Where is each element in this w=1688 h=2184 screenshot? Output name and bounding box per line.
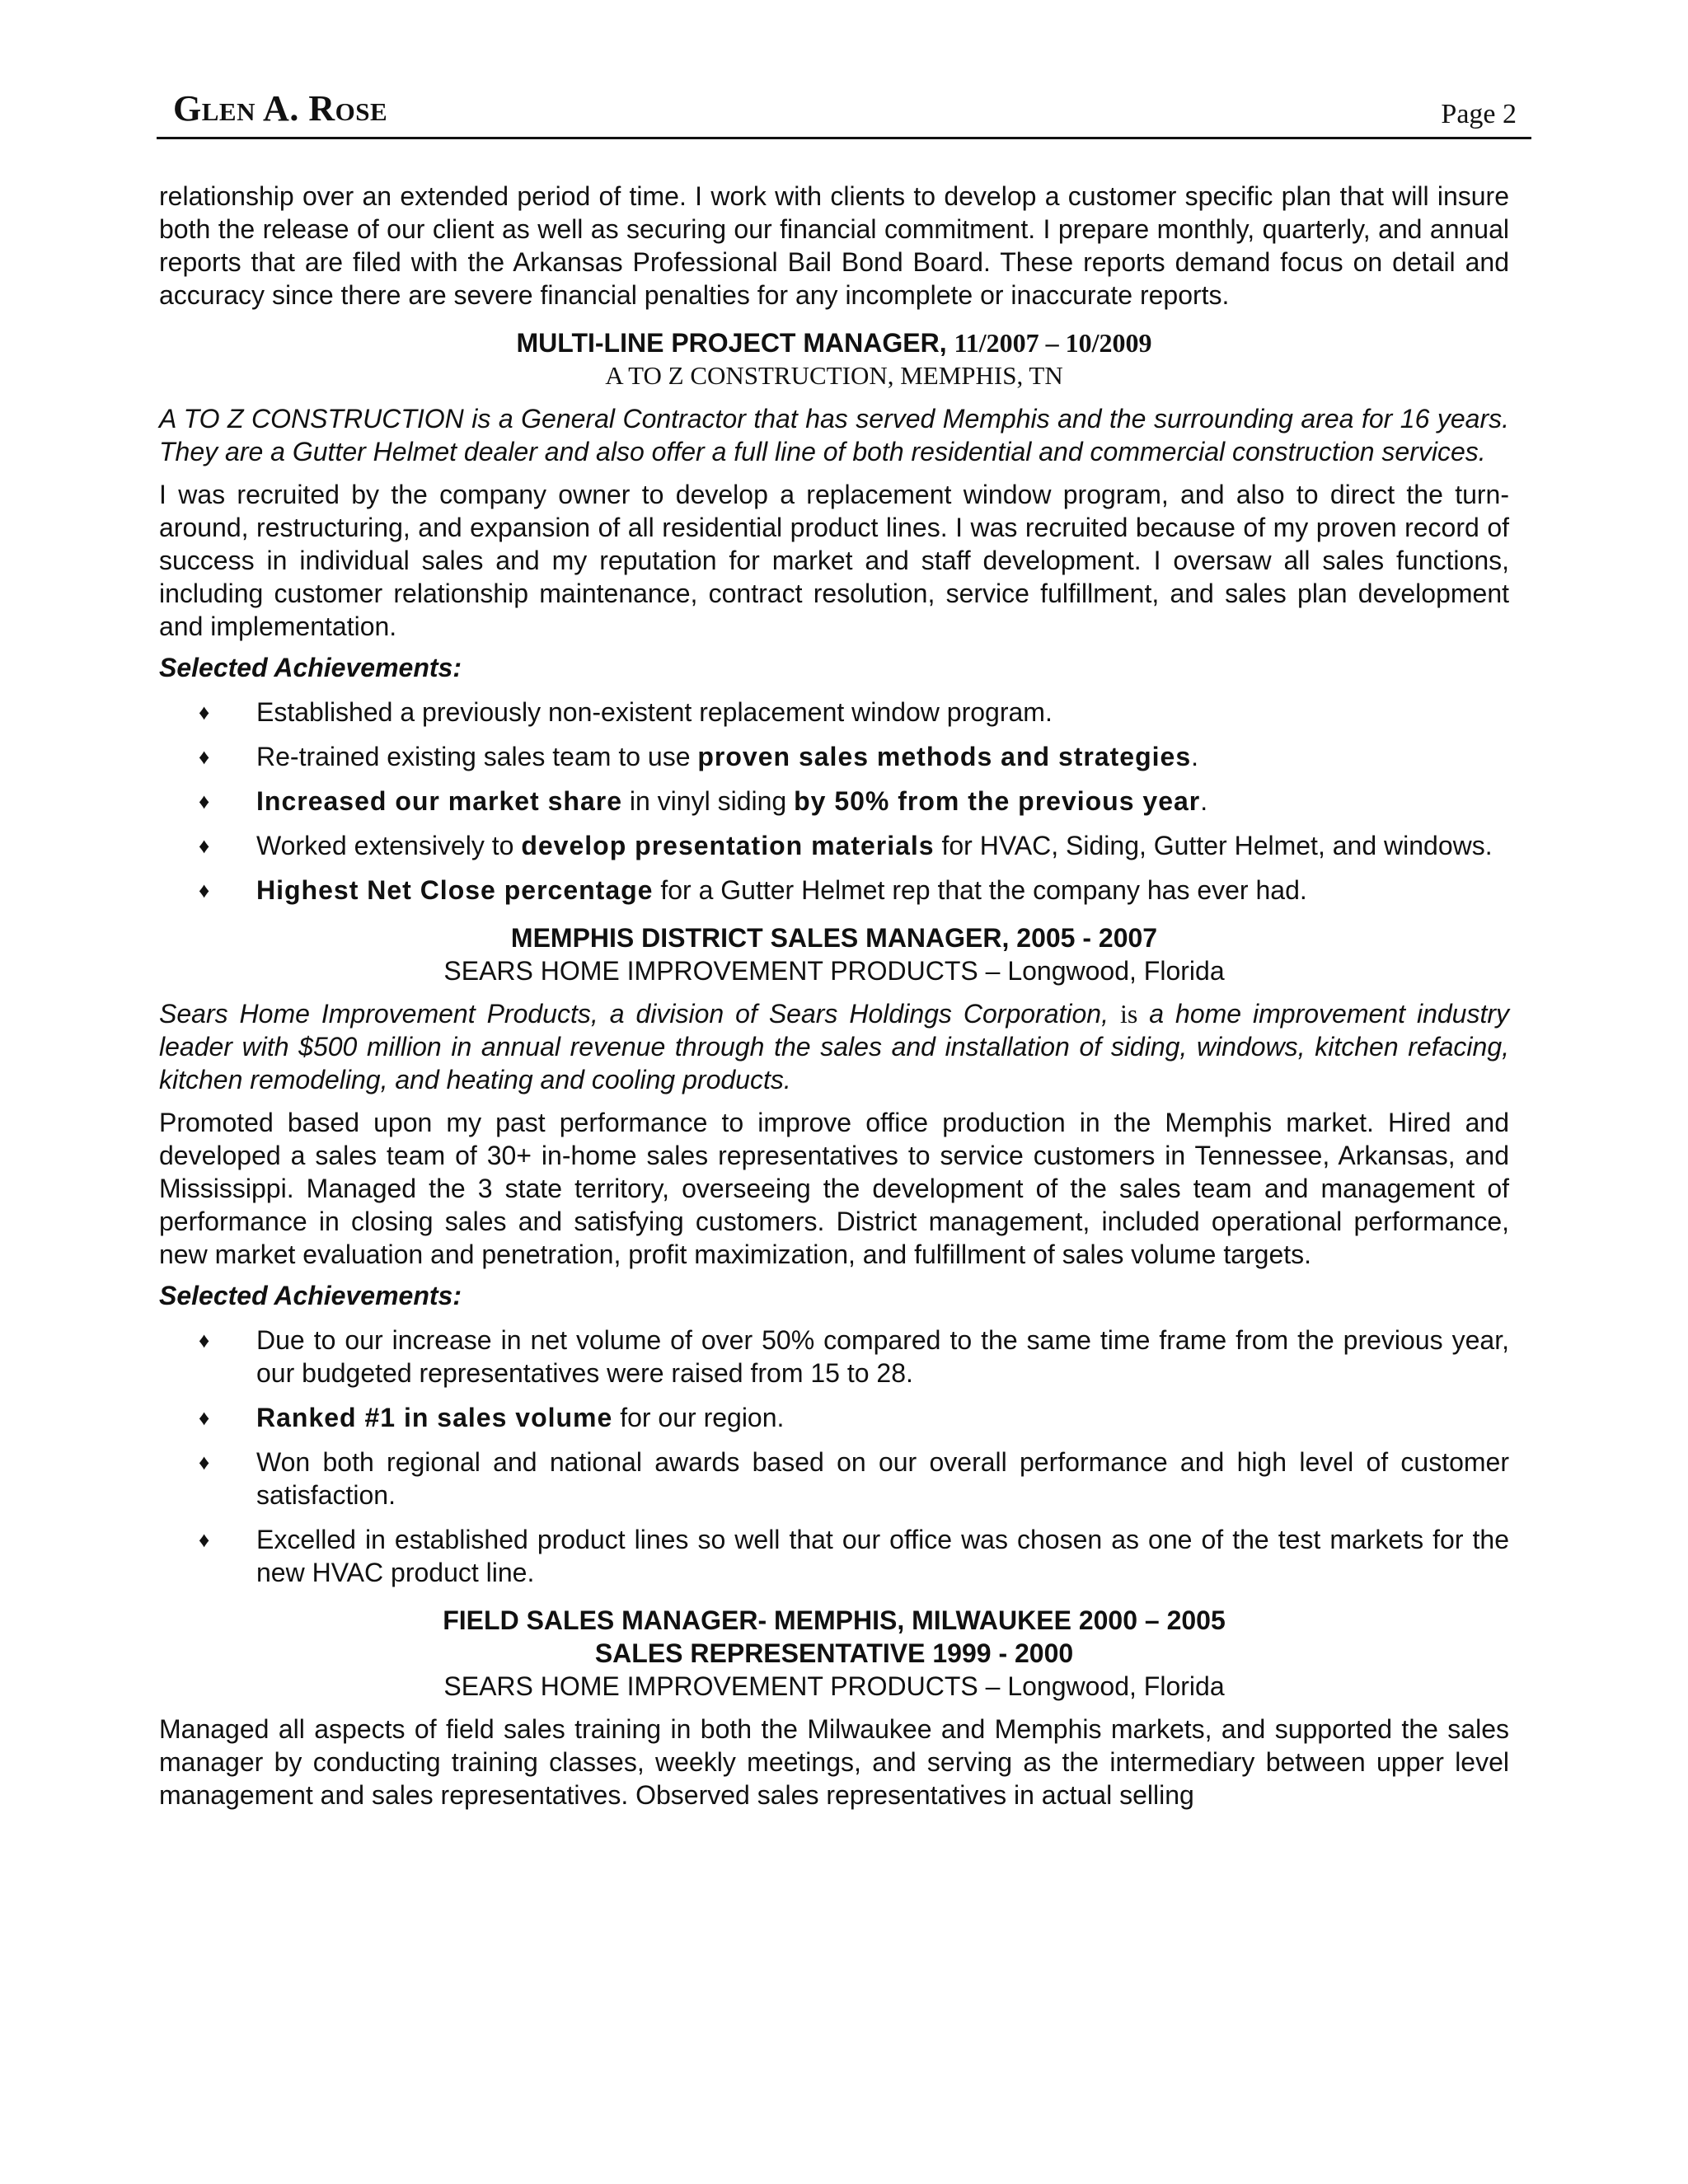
candidate-name: Glen A. Rose [173, 88, 388, 129]
job2-description-is: is [1119, 999, 1138, 1029]
achievement-text: for HVAC, Siding, Gutter Helmet, and windows. [934, 831, 1493, 860]
achievement-text: Excelled in established product lines so well that our office was chosen as one of the test markets for the new HVAC product line. [256, 1525, 1509, 1587]
job2-summary: Promoted based upon my past performance to improve office production in the Memphis market. Hired and developed a sales team of 30+ in-home sales representatives to service customers in Tennessee, Arkansas, and Mississippi. Managed the 3 state territory, overseeing the development of the sales team and management of performance in closing sales and satisfying customers. District management, included operational performance, new market evaluation and penetration, profit maximization, and fulfillment of sales volume targets. [159, 1108, 1509, 1269]
job1-description: A TO Z CONSTRUCTION is a General Contractor that has served Memphis and the surrounding area for 16 years. They are a Gutter Helmet dealer and also offer a full line of both residential and commercial construction services. [159, 404, 1509, 466]
achievement-text: for a Gutter Helmet rep that the company has ever had. [653, 875, 1307, 905]
list-item [159, 874, 1509, 907]
job1-summary: I was recruited by the company owner to develop a replacement window program, and also to direct the turn-around, restructuring, and expansion of all residential product lines. I was recruited because of my proven record of success in individual sales and my reputation for market and staff development. I oversaw all sales functions, including customer relationship maintenance, contract resolution, service fulfillment, and sales plan development and implementation. [159, 480, 1509, 641]
diamond-bullet-icon: ♦ [199, 878, 210, 902]
achievement-text: Established a previously non-existent replacement window program. [256, 697, 1053, 727]
diamond-bullet-icon: ♦ [199, 1405, 210, 1430]
job2-description-text: a home improvement industry leader with $500 million in annual revenue through the sales and installation of siding, windows, kitchen refacing, kitchen remodeling, and heating and cooling products. [159, 999, 1510, 1094]
intro-paragraph: relationship over an extended period of time. I work with clients to develop a customer specific plan that will insure both the release of our client as well as securing our financial commitment. I prepare monthly, quarterly, and annual reports that are filed with the Arkansas Professional Bail Bond Board. These reports demand focus on detail and accuracy since there are severe financial penalties for any incomplete or inaccurate reports. [159, 181, 1509, 310]
achievement-highlight: proven sales methods and strategies [697, 742, 1192, 771]
resume-page [157, 82, 1531, 1810]
page-number: Page 2 [1441, 99, 1517, 129]
achievement-text: for our region. [612, 1403, 785, 1432]
list-item [159, 785, 1509, 818]
job1-dates: 11/2007 – 10/2009 [954, 328, 1152, 358]
achievement-text: . [1191, 742, 1199, 771]
job1-title [159, 326, 1509, 359]
list-item [159, 1446, 1509, 1511]
job3-company: SEARS HOME IMPROVEMENT PRODUCTS – Longwood, Florida [443, 1671, 1225, 1701]
diamond-bullet-icon: ♦ [199, 700, 210, 724]
job2-description [159, 997, 1509, 1096]
achievement-text: in vinyl siding [621, 786, 795, 816]
diamond-bullet-icon: ♦ [199, 1328, 210, 1352]
list-item [159, 1523, 1509, 1589]
diamond-bullet-icon: ♦ [199, 789, 210, 813]
achievement-text: . [1200, 786, 1208, 816]
job2-achievements-list [159, 1324, 1509, 1589]
list-item [159, 1401, 1509, 1434]
diamond-bullet-icon: ♦ [199, 1450, 210, 1474]
diamond-bullet-icon: ♦ [199, 1527, 210, 1552]
list-item [159, 696, 1509, 729]
list-item [159, 829, 1509, 862]
job1-company: A TO Z CONSTRUCTION, MEMPHIS, TN [605, 361, 1063, 390]
job1-achievements-heading: Selected Achievements: [159, 653, 462, 682]
achievement-text: Won both regional and national awards based on our overall performance and high level of customer satisfaction. [256, 1447, 1509, 1510]
achievement-text: Re-trained existing sales team to use [256, 742, 698, 771]
job3-summary: Managed all aspects of field sales training in both the Milwaukee and Memphis markets, and supported the sales manager by conducting training classes, weekly meetings, and serving as the intermediary between upper level management and sales representatives. Observed sales representatives in actual selling [159, 1714, 1509, 1810]
achievement-highlight: by 50% from the previous year [794, 786, 1201, 816]
list-item [159, 1324, 1509, 1390]
resume-body [159, 180, 1509, 1811]
job3-title: FIELD SALES MANAGER- MEMPHIS, MILWAUKEE 2000 – 2005 [443, 1605, 1226, 1635]
achievement-highlight: develop presentation materials [521, 831, 935, 860]
achievement-text: Due to our increase in net volume of over 50% compared to the same time frame from the previous year, our budgeted representatives were raised from 15 to 28. [256, 1325, 1509, 1388]
job2-title: MEMPHIS DISTRICT SALES MANAGER, 2005 - 2007 [510, 923, 1158, 953]
job3-subtitle: SALES REPRESENTATIVE 1999 - 2000 [594, 1638, 1074, 1668]
achievement-text: Worked extensively to [256, 831, 522, 860]
job2-company: SEARS HOME IMPROVEMENT PRODUCTS – Longwood, Florida [443, 956, 1225, 986]
achievement-highlight: Highest Net Close percentage [256, 875, 654, 905]
diamond-bullet-icon: ♦ [199, 744, 210, 769]
diamond-bullet-icon: ♦ [199, 833, 210, 858]
job2-description-text: Sears Home Improvement Products, a division of Sears Holdings Corporation, [159, 999, 1120, 1029]
achievement-highlight: Ranked #1 in sales volume [256, 1403, 613, 1432]
achievement-highlight: Increased our market share [256, 786, 622, 816]
page-header [157, 82, 1531, 139]
job2-achievements-heading: Selected Achievements: [159, 1281, 462, 1310]
list-item [159, 740, 1509, 773]
job1-title-text: MULTI-LINE PROJECT MANAGER, [516, 328, 954, 358]
job1-achievements-list [159, 696, 1509, 907]
